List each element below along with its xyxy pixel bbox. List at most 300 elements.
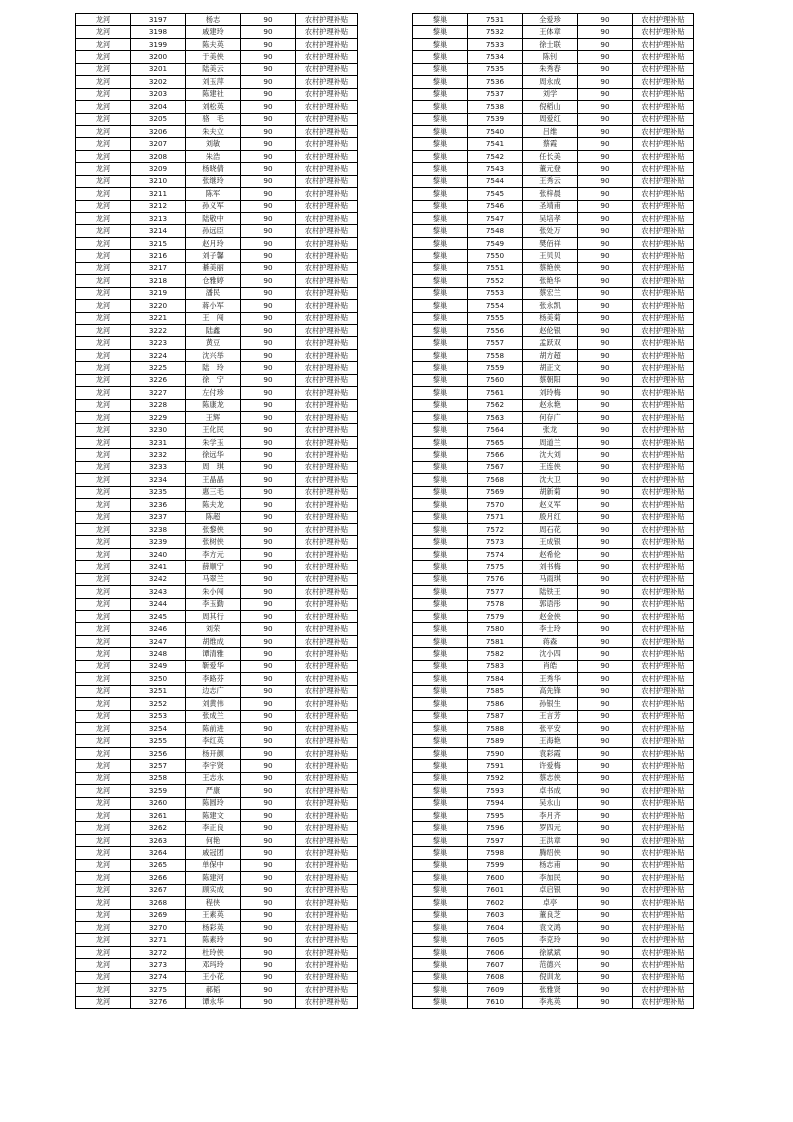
type-cell: 农村护理补贴 [296, 897, 358, 909]
town-cell: 黎巢 [413, 362, 468, 374]
serial-cell: 3242 [131, 573, 186, 585]
type-cell: 农村护理补贴 [633, 287, 694, 299]
town-cell: 黎巢 [413, 984, 468, 996]
name-cell: 李红英 [186, 735, 241, 747]
table-row [76, 996, 358, 1008]
name-cell: 蔡宏兰 [523, 287, 578, 299]
serial-cell: 3203 [131, 88, 186, 100]
amount-cell: 90 [241, 785, 296, 797]
town-cell: 龙河 [76, 635, 131, 647]
town-cell: 黎巢 [413, 461, 468, 473]
serial-cell: 7580 [468, 623, 523, 635]
town-cell: 龙河 [76, 312, 131, 324]
amount-cell: 90 [241, 760, 296, 772]
town-cell: 黎巢 [413, 337, 468, 349]
table-row [76, 586, 358, 598]
type-cell: 农村护理补贴 [296, 412, 358, 424]
amount-cell: 90 [241, 673, 296, 685]
town-cell: 黎巢 [413, 125, 468, 137]
amount-cell: 90 [578, 163, 633, 175]
town-cell: 龙河 [76, 810, 131, 822]
serial-cell: 3210 [131, 175, 186, 187]
town-cell: 龙河 [76, 984, 131, 996]
type-cell: 农村护理补贴 [633, 449, 694, 461]
serial-cell: 3259 [131, 785, 186, 797]
amount-cell: 90 [578, 561, 633, 573]
type-cell: 农村护理补贴 [633, 722, 694, 734]
table-row [413, 598, 694, 610]
name-cell: 杨彩英 [186, 921, 241, 933]
type-cell: 农村护理补贴 [296, 275, 358, 287]
amount-cell: 90 [578, 722, 633, 734]
amount-cell: 90 [241, 163, 296, 175]
serial-cell: 3246 [131, 623, 186, 635]
type-cell: 农村护理补贴 [296, 523, 358, 535]
table-row [413, 200, 694, 212]
amount-cell: 90 [578, 262, 633, 274]
town-cell: 龙河 [76, 88, 131, 100]
town-cell: 龙河 [76, 14, 131, 26]
name-cell: 靳爱华 [186, 660, 241, 672]
name-cell: 刘荣 [186, 623, 241, 635]
name-cell: 张树侠 [186, 536, 241, 548]
town-cell: 黎巢 [413, 598, 468, 610]
amount-cell: 90 [578, 822, 633, 834]
type-cell: 农村护理补贴 [296, 561, 358, 573]
town-cell: 黎巢 [413, 88, 468, 100]
serial-cell: 3199 [131, 38, 186, 50]
amount-cell: 90 [578, 847, 633, 859]
town-cell: 黎巢 [413, 847, 468, 859]
type-cell: 农村护理补贴 [296, 424, 358, 436]
town-cell: 黎巢 [413, 374, 468, 386]
amount-cell: 90 [578, 349, 633, 361]
type-cell: 农村护理补贴 [296, 38, 358, 50]
town-cell: 黎巢 [413, 287, 468, 299]
type-cell: 农村护理补贴 [633, 847, 694, 859]
serial-cell: 3237 [131, 511, 186, 523]
table-row [76, 76, 358, 88]
type-cell: 农村护理补贴 [633, 88, 694, 100]
table-row [413, 735, 694, 747]
town-cell: 黎巢 [413, 635, 468, 647]
amount-cell: 90 [241, 76, 296, 88]
name-cell: 袁文鸿 [523, 921, 578, 933]
type-cell: 农村护理补贴 [296, 710, 358, 722]
name-cell: 陈军 [186, 188, 241, 200]
serial-cell: 3233 [131, 461, 186, 473]
name-cell: 赵义军 [523, 499, 578, 511]
type-cell: 农村护理补贴 [633, 188, 694, 200]
town-cell: 龙河 [76, 598, 131, 610]
town-cell: 龙河 [76, 996, 131, 1008]
name-cell: 陆 玲 [186, 362, 241, 374]
serial-cell: 3276 [131, 996, 186, 1008]
name-cell: 刘玲梅 [523, 387, 578, 399]
type-cell: 农村护理补贴 [296, 623, 358, 635]
table-row [413, 698, 694, 710]
name-cell: 何艳 [186, 834, 241, 846]
serial-cell: 7541 [468, 138, 523, 150]
town-cell: 龙河 [76, 436, 131, 448]
name-cell: 戚冠团 [186, 847, 241, 859]
table-row [413, 250, 694, 262]
serial-cell: 3214 [131, 225, 186, 237]
serial-cell: 3231 [131, 436, 186, 448]
serial-cell: 3258 [131, 772, 186, 784]
amount-cell: 90 [578, 324, 633, 336]
town-cell: 龙河 [76, 523, 131, 535]
left-table-body [76, 14, 358, 1009]
table-row [413, 561, 694, 573]
table-row [76, 548, 358, 560]
amount-cell: 90 [578, 747, 633, 759]
name-cell: 周 琪 [186, 461, 241, 473]
type-cell: 农村护理补贴 [633, 76, 694, 88]
type-cell: 农村护理补贴 [296, 635, 358, 647]
amount-cell: 90 [578, 959, 633, 971]
serial-cell: 7595 [468, 810, 523, 822]
type-cell: 农村护理补贴 [633, 785, 694, 797]
town-cell: 龙河 [76, 424, 131, 436]
name-cell: 陆美云 [186, 63, 241, 75]
town-cell: 黎巢 [413, 946, 468, 958]
town-cell: 龙河 [76, 971, 131, 983]
table-row [76, 349, 358, 361]
type-cell: 农村护理补贴 [296, 785, 358, 797]
type-cell: 农村护理补贴 [633, 921, 694, 933]
table-row [76, 698, 358, 710]
amount-cell: 90 [578, 921, 633, 933]
name-cell: 王洪章 [523, 834, 578, 846]
serial-cell: 3243 [131, 586, 186, 598]
name-cell: 王海艳 [523, 735, 578, 747]
type-cell: 农村护理补贴 [633, 561, 694, 573]
table-row [76, 374, 358, 386]
town-cell: 龙河 [76, 822, 131, 834]
table-row [76, 188, 358, 200]
name-cell: 王成银 [523, 536, 578, 548]
serial-cell: 3265 [131, 859, 186, 871]
name-cell: 杜玲侠 [186, 946, 241, 958]
name-cell: 陈夫龙 [186, 499, 241, 511]
amount-cell: 90 [578, 387, 633, 399]
type-cell: 农村护理补贴 [296, 586, 358, 598]
serial-cell: 3241 [131, 561, 186, 573]
serial-cell: 3249 [131, 660, 186, 672]
town-cell: 黎巢 [413, 499, 468, 511]
amount-cell: 90 [578, 573, 633, 585]
amount-cell: 90 [578, 424, 633, 436]
serial-cell: 3224 [131, 349, 186, 361]
serial-cell: 7547 [468, 213, 523, 225]
type-cell: 农村护理补贴 [633, 872, 694, 884]
type-cell: 农村护理补贴 [296, 810, 358, 822]
table-row [413, 337, 694, 349]
table-row [76, 523, 358, 535]
town-cell: 龙河 [76, 785, 131, 797]
town-cell: 黎巢 [413, 859, 468, 871]
name-cell: 袁彩霞 [523, 747, 578, 759]
name-cell: 边志广 [186, 685, 241, 697]
amount-cell: 90 [578, 362, 633, 374]
amount-cell: 90 [241, 710, 296, 722]
type-cell: 农村护理补贴 [633, 897, 694, 909]
amount-cell: 90 [241, 859, 296, 871]
type-cell: 农村护理补贴 [296, 449, 358, 461]
town-cell: 龙河 [76, 548, 131, 560]
name-cell: 陆铁王 [523, 586, 578, 598]
serial-cell: 3200 [131, 51, 186, 63]
amount-cell: 90 [241, 635, 296, 647]
table-row [76, 324, 358, 336]
type-cell: 农村护理补贴 [296, 536, 358, 548]
table-row [76, 735, 358, 747]
type-cell: 农村护理补贴 [296, 300, 358, 312]
town-cell: 龙河 [76, 262, 131, 274]
town-cell: 黎巢 [413, 797, 468, 809]
town-cell: 龙河 [76, 38, 131, 50]
town-cell: 黎巢 [413, 399, 468, 411]
amount-cell: 90 [578, 971, 633, 983]
table-row [76, 946, 358, 958]
type-cell: 农村护理补贴 [633, 275, 694, 287]
serial-cell: 7532 [468, 26, 523, 38]
town-cell: 龙河 [76, 188, 131, 200]
type-cell: 农村护理补贴 [296, 747, 358, 759]
name-cell: 胡新菊 [523, 486, 578, 498]
table-row [76, 921, 358, 933]
table-row [413, 710, 694, 722]
town-cell: 黎巢 [413, 897, 468, 909]
amount-cell: 90 [578, 499, 633, 511]
town-cell: 黎巢 [413, 113, 468, 125]
name-cell: 王素英 [186, 909, 241, 921]
name-cell: 蔡艳侠 [523, 262, 578, 274]
amount-cell: 90 [578, 461, 633, 473]
table-row [413, 822, 694, 834]
table-row [76, 101, 358, 113]
serial-cell: 3217 [131, 262, 186, 274]
town-cell: 龙河 [76, 412, 131, 424]
table-row [76, 511, 358, 523]
town-cell: 龙河 [76, 486, 131, 498]
table-row [76, 63, 358, 75]
town-cell: 黎巢 [413, 685, 468, 697]
town-cell: 黎巢 [413, 611, 468, 623]
name-cell: 胡方超 [523, 349, 578, 361]
serial-cell: 3272 [131, 946, 186, 958]
table-row [413, 996, 694, 1008]
type-cell: 农村护理补贴 [633, 623, 694, 635]
name-cell: 刘敏 [186, 138, 241, 150]
table-row [413, 772, 694, 784]
table-row [76, 14, 358, 26]
serial-cell: 7600 [468, 872, 523, 884]
name-cell: 赵月玲 [186, 237, 241, 249]
amount-cell: 90 [578, 412, 633, 424]
type-cell: 农村护理补贴 [296, 760, 358, 772]
amount-cell: 90 [578, 511, 633, 523]
name-cell: 孟跃双 [523, 337, 578, 349]
serial-cell: 7564 [468, 424, 523, 436]
amount-cell: 90 [241, 847, 296, 859]
town-cell: 黎巢 [413, 101, 468, 113]
table-row [76, 51, 358, 63]
serial-cell: 7557 [468, 337, 523, 349]
name-cell: 沈小四 [523, 648, 578, 660]
town-cell: 黎巢 [413, 548, 468, 560]
table-row [76, 312, 358, 324]
amount-cell: 90 [578, 834, 633, 846]
table-row [76, 362, 358, 374]
name-cell: 仓雅婷 [186, 275, 241, 287]
amount-cell: 90 [578, 300, 633, 312]
amount-cell: 90 [241, 300, 296, 312]
type-cell: 农村护理补贴 [633, 424, 694, 436]
serial-cell: 7572 [468, 523, 523, 535]
town-cell: 龙河 [76, 698, 131, 710]
table-row [76, 673, 358, 685]
amount-cell: 90 [241, 511, 296, 523]
amount-cell: 90 [578, 984, 633, 996]
table-row [76, 822, 358, 834]
town-cell: 龙河 [76, 63, 131, 75]
name-cell: 谭永华 [186, 996, 241, 1008]
amount-cell: 90 [241, 810, 296, 822]
type-cell: 农村护理补贴 [296, 573, 358, 585]
serial-cell: 3216 [131, 250, 186, 262]
type-cell: 农村护理补贴 [633, 635, 694, 647]
serial-cell: 3260 [131, 797, 186, 809]
serial-cell: 7549 [468, 237, 523, 249]
type-cell: 农村护理补贴 [633, 14, 694, 26]
table-row [76, 685, 358, 697]
name-cell: 范德兴 [523, 959, 578, 971]
town-cell: 龙河 [76, 101, 131, 113]
town-cell: 黎巢 [413, 150, 468, 162]
amount-cell: 90 [578, 884, 633, 896]
table-row [413, 275, 694, 287]
table-row [76, 573, 358, 585]
amount-cell: 90 [578, 648, 633, 660]
table-row [76, 959, 358, 971]
name-cell: 李路芬 [186, 673, 241, 685]
type-cell: 农村护理补贴 [296, 735, 358, 747]
table-row [413, 847, 694, 859]
type-cell: 农村护理补贴 [296, 125, 358, 137]
name-cell: 綦美丽 [186, 262, 241, 274]
table-row [413, 660, 694, 672]
serial-cell: 7536 [468, 76, 523, 88]
type-cell: 农村护理补贴 [296, 474, 358, 486]
amount-cell: 90 [578, 698, 633, 710]
name-cell: 卓启银 [523, 884, 578, 896]
town-cell: 黎巢 [413, 648, 468, 660]
table-row [413, 648, 694, 660]
table-row [413, 213, 694, 225]
table-row [413, 611, 694, 623]
serial-cell: 7593 [468, 785, 523, 797]
serial-cell: 3271 [131, 934, 186, 946]
town-cell: 黎巢 [413, 760, 468, 772]
table-row [413, 747, 694, 759]
name-cell: 卓书成 [523, 785, 578, 797]
amount-cell: 90 [241, 125, 296, 137]
name-cell: 腾绍侠 [523, 847, 578, 859]
amount-cell: 90 [578, 51, 633, 63]
type-cell: 农村护理补贴 [296, 237, 358, 249]
type-cell: 农村护理补贴 [633, 387, 694, 399]
type-cell: 农村护理补贴 [296, 548, 358, 560]
table-row [76, 859, 358, 871]
name-cell: 殷月红 [523, 511, 578, 523]
table-row [76, 262, 358, 274]
town-cell: 黎巢 [413, 511, 468, 523]
amount-cell: 90 [241, 26, 296, 38]
town-cell: 龙河 [76, 150, 131, 162]
serial-cell: 3225 [131, 362, 186, 374]
serial-cell: 3205 [131, 113, 186, 125]
name-cell: 李方元 [186, 548, 241, 560]
amount-cell: 90 [241, 424, 296, 436]
town-cell: 龙河 [76, 648, 131, 660]
name-cell: 王秀云 [523, 175, 578, 187]
amount-cell: 90 [578, 213, 633, 225]
town-cell: 黎巢 [413, 872, 468, 884]
town-cell: 黎巢 [413, 921, 468, 933]
name-cell: 陈康龙 [186, 399, 241, 411]
amount-cell: 90 [241, 934, 296, 946]
serial-cell: 3232 [131, 449, 186, 461]
name-cell: 朱浩 [186, 150, 241, 162]
town-cell: 龙河 [76, 76, 131, 88]
serial-cell: 7575 [468, 561, 523, 573]
table-row [413, 38, 694, 50]
serial-cell: 3263 [131, 834, 186, 846]
amount-cell: 90 [578, 337, 633, 349]
type-cell: 农村护理补贴 [296, 138, 358, 150]
table-row [413, 810, 694, 822]
table-row [413, 26, 694, 38]
serial-cell: 7544 [468, 175, 523, 187]
name-cell: 蔡朝阳 [523, 374, 578, 386]
amount-cell: 90 [241, 909, 296, 921]
name-cell: 陈建社 [186, 88, 241, 100]
table-row [413, 673, 694, 685]
town-cell: 龙河 [76, 859, 131, 871]
table-row [76, 984, 358, 996]
type-cell: 农村护理补贴 [633, 349, 694, 361]
table-row [76, 138, 358, 150]
serial-cell: 3273 [131, 959, 186, 971]
town-cell: 龙河 [76, 474, 131, 486]
type-cell: 农村护理补贴 [296, 722, 358, 734]
town-cell: 黎巢 [413, 909, 468, 921]
town-cell: 黎巢 [413, 163, 468, 175]
town-cell: 龙河 [76, 934, 131, 946]
table-row [413, 449, 694, 461]
table-row [76, 175, 358, 187]
table-row [413, 872, 694, 884]
town-cell: 龙河 [76, 921, 131, 933]
amount-cell: 90 [578, 26, 633, 38]
amount-cell: 90 [241, 996, 296, 1008]
town-cell: 黎巢 [413, 673, 468, 685]
table-row [413, 474, 694, 486]
amount-cell: 90 [578, 934, 633, 946]
type-cell: 农村护理补贴 [633, 710, 694, 722]
